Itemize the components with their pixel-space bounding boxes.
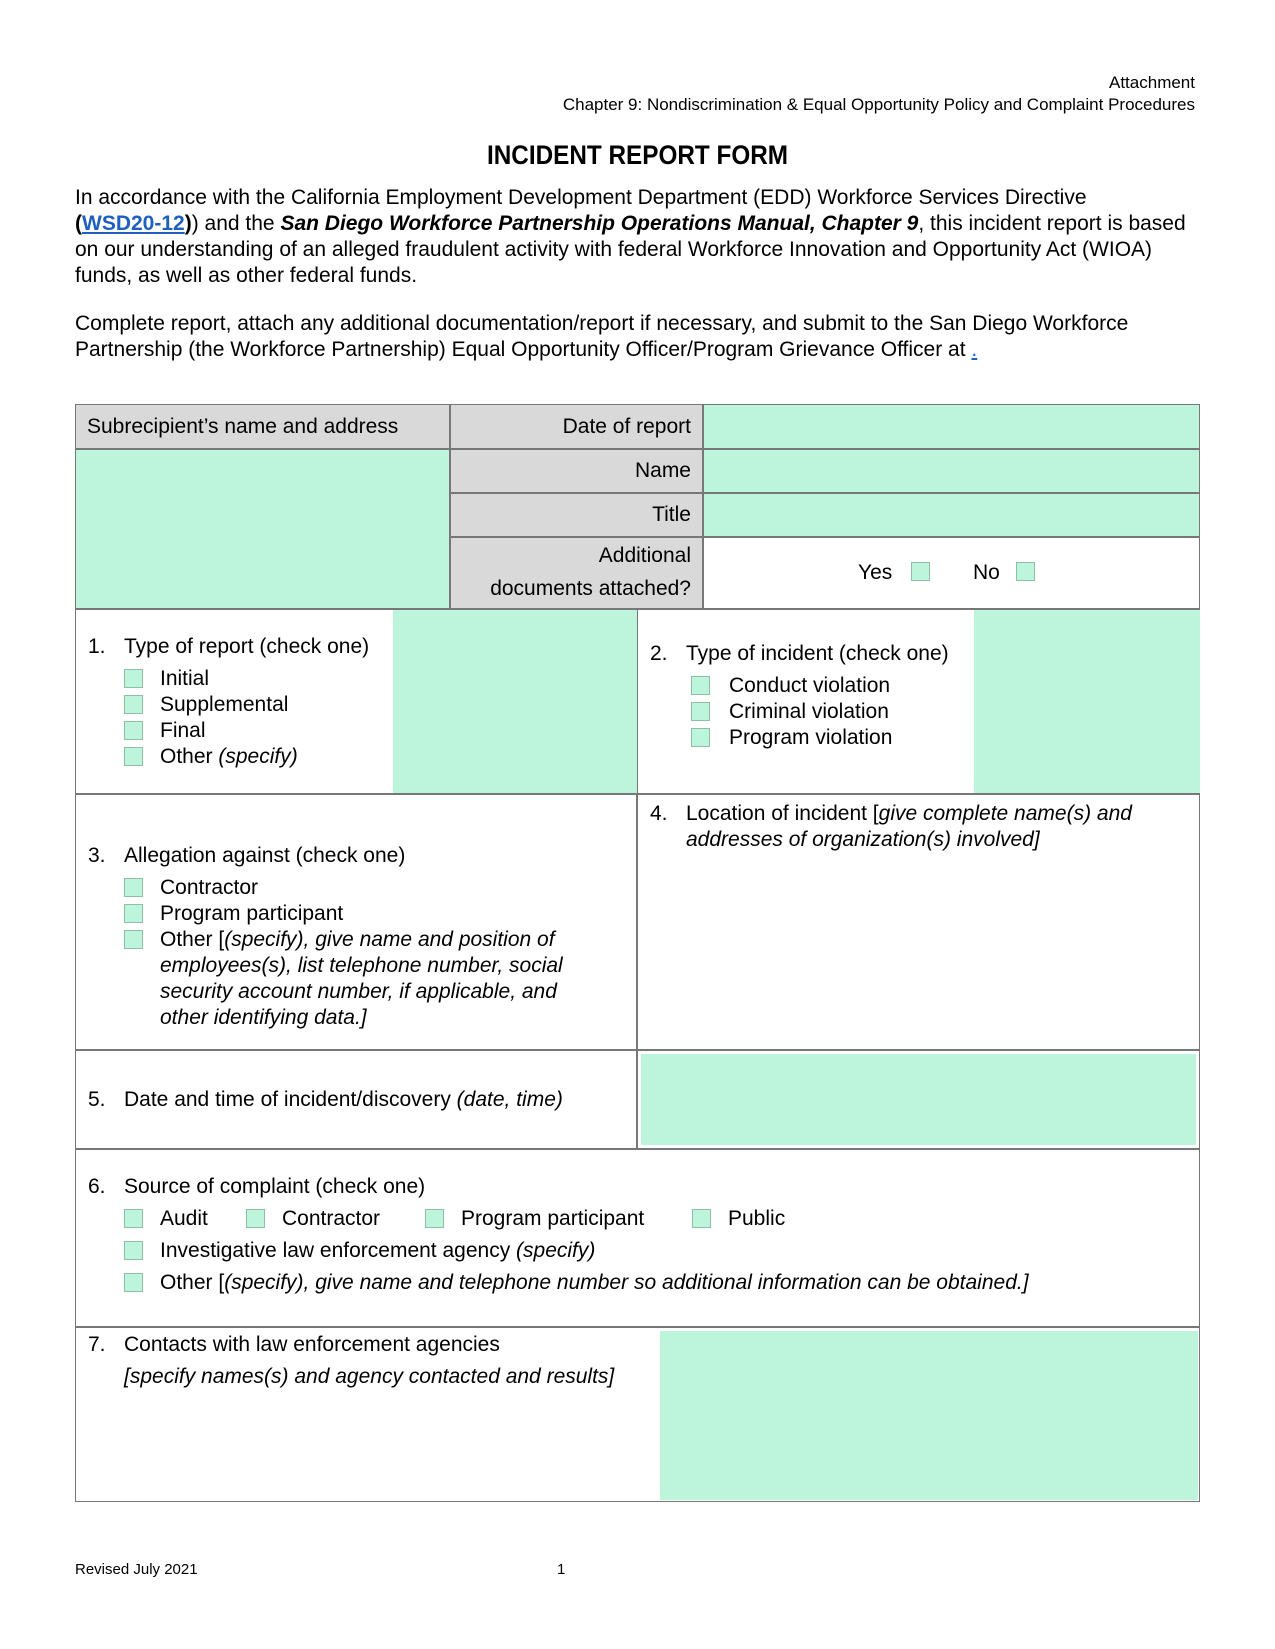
- option-label: Investigative law enforcement agency: [160, 1239, 517, 1262]
- option-label: Other [: [160, 928, 225, 951]
- intro-text-c: , this incident report is based on our understanding of an alleged fraudulent activity with federal Workforce Innovation and Opportunity Act (WIOA) funds, as well as other federal funds.: [75, 212, 1186, 287]
- section-1-label: Type of report (check one): [124, 635, 370, 658]
- other-source-checkbox[interactable]: [124, 1273, 143, 1292]
- section-1-number: 1.: [88, 635, 106, 658]
- section-3-number: 3.: [88, 844, 106, 867]
- date-time-field[interactable]: [641, 1054, 1196, 1145]
- option-note: (specify): [516, 1239, 596, 1262]
- intro-text-a: In accordance with the California Employment Development Department (EDD) Workforce Services Directive: [75, 186, 1087, 209]
- allegation-note-line3: security account number, if applicable, and: [160, 980, 557, 1003]
- date-label-cell: [450, 404, 703, 449]
- intro-paragraph-1: In accordance with the California Employment Development Department (EDD) Workforce Services Directive (WSD20-12)) and the San Diego Workforce Partnership Operations Manual, Chapter 9, this incident report is based on our understanding of an alleged fraudulent activity with federal Workforce Innovation and Opportunity Act (WIOA) funds, as well as other federal funds.: [75, 186, 1186, 287]
- conduct-violation-checkbox[interactable]: [691, 676, 710, 695]
- option-label: Supplemental: [160, 693, 289, 716]
- title-field[interactable]: [703, 493, 1200, 537]
- intro-submit-text: Complete report, attach any additional documentation/report if necessary, and submit to the San Diego Workforce Partnership (the Workforce Partnership) Equal Opportunity Officer/Program Grievance Officer at: [75, 312, 1129, 361]
- page-title: INCIDENT REPORT FORM: [486, 140, 789, 170]
- email-link[interactable]: .: [971, 338, 978, 361]
- section-6-number: 6.: [88, 1175, 106, 1198]
- option-label: Public: [728, 1207, 786, 1230]
- additional-label-line1: Additional: [598, 544, 691, 567]
- no-checkbox[interactable]: [1016, 562, 1035, 581]
- option-note: (specify), give name and telephone number so additional information can be obtained.]: [224, 1271, 1029, 1294]
- section-2-number: 2.: [650, 642, 668, 665]
- name-field[interactable]: [703, 449, 1200, 493]
- source-contractor-checkbox[interactable]: [246, 1209, 265, 1228]
- yes-label: Yes: [858, 561, 893, 584]
- section-6-cell: [75, 1149, 1200, 1327]
- section-4-cell[interactable]: [637, 794, 1200, 1050]
- section-6-label: Source of complaint (check one): [124, 1175, 426, 1198]
- final-checkbox[interactable]: [124, 721, 143, 740]
- operations-manual-title: San Diego Workforce Partnership Operations Manual, Chapter 9: [280, 212, 919, 235]
- allegation-note-line4: other identifying data.]: [160, 1006, 367, 1029]
- header-chapter: Chapter 9: Nondiscrimination & Equal Opportunity Policy and Complaint Procedures: [562, 95, 1195, 114]
- section-1-cell: [75, 609, 637, 794]
- supplemental-checkbox[interactable]: [124, 695, 143, 714]
- additional-label-cell: [450, 537, 703, 609]
- section-3-label: Allegation against (check one): [124, 844, 406, 867]
- other-allegation-checkbox[interactable]: [124, 930, 143, 949]
- law-enforcement-field[interactable]: [660, 1331, 1198, 1500]
- date-of-report-label: Date of report: [562, 415, 691, 438]
- section-5-label: Date and time of incident/discovery: [124, 1088, 457, 1111]
- option-label: Audit: [160, 1207, 208, 1230]
- title-label-cell: [450, 493, 703, 537]
- subrecipient-field[interactable]: [75, 449, 450, 609]
- source-program-participant-checkbox[interactable]: [425, 1209, 444, 1228]
- investigative-checkbox[interactable]: [124, 1241, 143, 1260]
- section-4-note: give complete name(s) and: [878, 802, 1132, 825]
- section-4-note-line2: addresses of organization(s) involved]: [686, 828, 1040, 851]
- option-label: Program participant: [461, 1207, 645, 1230]
- public-checkbox[interactable]: [692, 1209, 711, 1228]
- option-label: Other [: [160, 1271, 225, 1294]
- additional-label-line2: documents attached?: [490, 577, 691, 600]
- program-participant-checkbox[interactable]: [124, 904, 143, 923]
- option-label: Contractor: [160, 876, 259, 899]
- option-label: Final: [160, 719, 206, 742]
- contractor-checkbox[interactable]: [124, 878, 143, 897]
- section-2-field[interactable]: [974, 610, 1200, 793]
- intro-text-b: ) and the: [191, 212, 281, 235]
- option-note: (specify), give name and position of: [224, 928, 555, 951]
- option-label: Criminal violation: [729, 700, 889, 723]
- title-label: Title: [652, 503, 691, 526]
- option-label: Other: [160, 745, 213, 768]
- other-checkbox[interactable]: [124, 747, 143, 766]
- program-violation-checkbox[interactable]: [691, 728, 710, 747]
- subrecipient-label: Subrecipient’s name and address: [87, 415, 399, 438]
- initial-checkbox[interactable]: [124, 669, 143, 688]
- section-5-field-cell: [637, 1050, 1200, 1149]
- section-7-label: Contacts with law enforcement agencies: [124, 1333, 500, 1356]
- allegation-note-line2: employees(s), list telephone number, social: [160, 954, 563, 977]
- section-7-number: 7.: [88, 1333, 106, 1356]
- yes-checkbox[interactable]: [911, 562, 930, 581]
- section-5-note: (date, time): [456, 1088, 563, 1111]
- wsd-link[interactable]: WSD20-12: [82, 212, 185, 235]
- intro-paren: (: [75, 212, 82, 235]
- additional-docs-cell: [703, 537, 1200, 609]
- section-2-cell: [637, 609, 1200, 794]
- section-5-cell: [75, 1050, 637, 1149]
- option-label: Program participant: [160, 902, 344, 925]
- section-3-cell: [75, 794, 637, 1050]
- section-7-note: [specify names(s) and agency contacted and results]: [124, 1365, 615, 1388]
- date-of-report-field[interactable]: [703, 404, 1200, 449]
- revised-date: Revised July 2021: [75, 1561, 198, 1578]
- option-label: Contractor: [282, 1207, 381, 1230]
- option-note: (specify): [218, 745, 298, 768]
- criminal-violation-checkbox[interactable]: [691, 702, 710, 721]
- option-label: Conduct violation: [729, 674, 891, 697]
- subrecipient-header: [75, 404, 450, 449]
- section-5-number: 5.: [88, 1088, 106, 1111]
- section-1-field[interactable]: [393, 610, 637, 793]
- page-number: 1: [557, 1561, 566, 1578]
- option-label: Initial: [160, 667, 210, 690]
- section-4-label: Location of incident [: [686, 802, 879, 825]
- name-label: Name: [634, 459, 691, 482]
- no-label: No: [973, 561, 1000, 584]
- section-7-cell: [75, 1327, 1200, 1502]
- section-2-label: Type of incident (check one): [686, 642, 949, 665]
- option-label: Program violation: [729, 726, 893, 749]
- section-4-number: 4.: [650, 802, 668, 825]
- header-attachment: Attachment: [1109, 73, 1195, 92]
- name-label-cell: [450, 449, 703, 493]
- intro-paragraph-2: [75, 311, 1205, 363]
- audit-checkbox[interactable]: [124, 1209, 143, 1228]
